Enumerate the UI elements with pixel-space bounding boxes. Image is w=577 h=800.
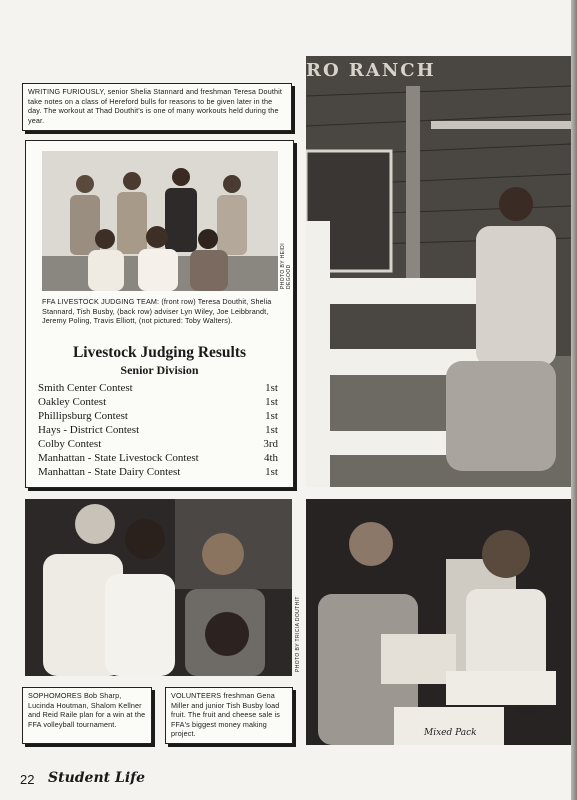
results-row <box>38 381 278 395</box>
contest-name: Smith Center Contest <box>38 382 133 394</box>
caption-volunteers <box>165 687 293 744</box>
contest-name: Colby Contest <box>38 438 102 450</box>
sophomores-photo-credit: PHOTO BY TRICIA DOUTHIT <box>295 596 301 672</box>
contest-name: Hays - District Contest <box>38 424 140 436</box>
team-results-box <box>25 140 294 488</box>
contest-place: 1st <box>265 466 278 478</box>
binding-shadow <box>571 0 577 800</box>
volunteers-photo <box>306 499 571 745</box>
box-label-pack: Pack <box>516 707 540 718</box>
ranch-photo <box>306 56 571 487</box>
results-title: Livestock Judging Results <box>72 344 247 361</box>
contest-place: 1st <box>265 410 278 422</box>
ranch-sign: RO RANCH <box>306 60 436 81</box>
contest-place: 3rd <box>263 438 278 450</box>
results-row <box>38 465 278 479</box>
page-number: 22 <box>20 772 35 787</box>
results-subtitle: Senior Division <box>120 363 199 377</box>
caption-team-text: FFA LIVESTOCK JUDGING TEAM: (front row) Teresa Douthit, Shelia Stannard, Tish Busby, (back row) adviser Lyn Wiley, Joe Leibbrandt, Jeremy Poling, Travis Elliott, (not pictured: Toby Walters). <box>42 297 272 326</box>
results-row <box>38 395 278 409</box>
front-row-people <box>88 226 228 291</box>
contest-name: Oakley Contest <box>38 396 107 408</box>
results-row <box>38 409 278 423</box>
contest-name: Manhattan - State Dairy Contest <box>38 466 181 478</box>
section-title: Student Life <box>48 770 146 786</box>
ranch-photo-graphic <box>306 56 571 487</box>
team-photo-credit: PHOTO BY HEIDI DEGOOD <box>280 243 292 289</box>
box-label-mixed-pack: Mixed Pack <box>424 728 477 738</box>
caption-team <box>42 297 282 326</box>
team-photo <box>42 151 278 291</box>
sophomores-photo <box>25 499 292 676</box>
caption-writing-text: WRITING FURIOUSLY, senior Shelia Stannard and freshman Teresa Douthit take notes on a class of Hereford bulls for reasons to be given later in the day. The workout at Thad Douthit's is one of many workouts held during the year. <box>28 87 283 125</box>
results-table <box>38 381 278 479</box>
contest-place: 1st <box>265 396 278 408</box>
results-row <box>38 451 278 465</box>
results-row <box>38 423 278 437</box>
caption-sophomores <box>22 687 152 744</box>
contest-place: 1st <box>265 382 278 394</box>
team-photo-graphic <box>42 151 278 291</box>
contest-name: Phillipsburg Contest <box>38 410 128 422</box>
caption-volunteers-text: VOLUNTEERS freshman Gena Miller and junior Tish Busby load fruit. The fruit and cheese sale is FFA's biggest money making project. <box>171 691 280 739</box>
caption-sophomores-text: SOPHOMORES Bob Sharp, Lucinda Houtman, Shalom Kellner and Reid Raile plan for a win at the FFA volleyball tournament. <box>28 691 146 729</box>
contest-place: 4th <box>263 452 278 464</box>
contest-name: Manhattan - State Livestock Contest <box>38 452 199 464</box>
results-row <box>38 437 278 451</box>
caption-writing-furiously <box>22 83 292 131</box>
sophomores-photo-graphic <box>25 499 292 676</box>
contest-place: 1st <box>265 424 278 436</box>
